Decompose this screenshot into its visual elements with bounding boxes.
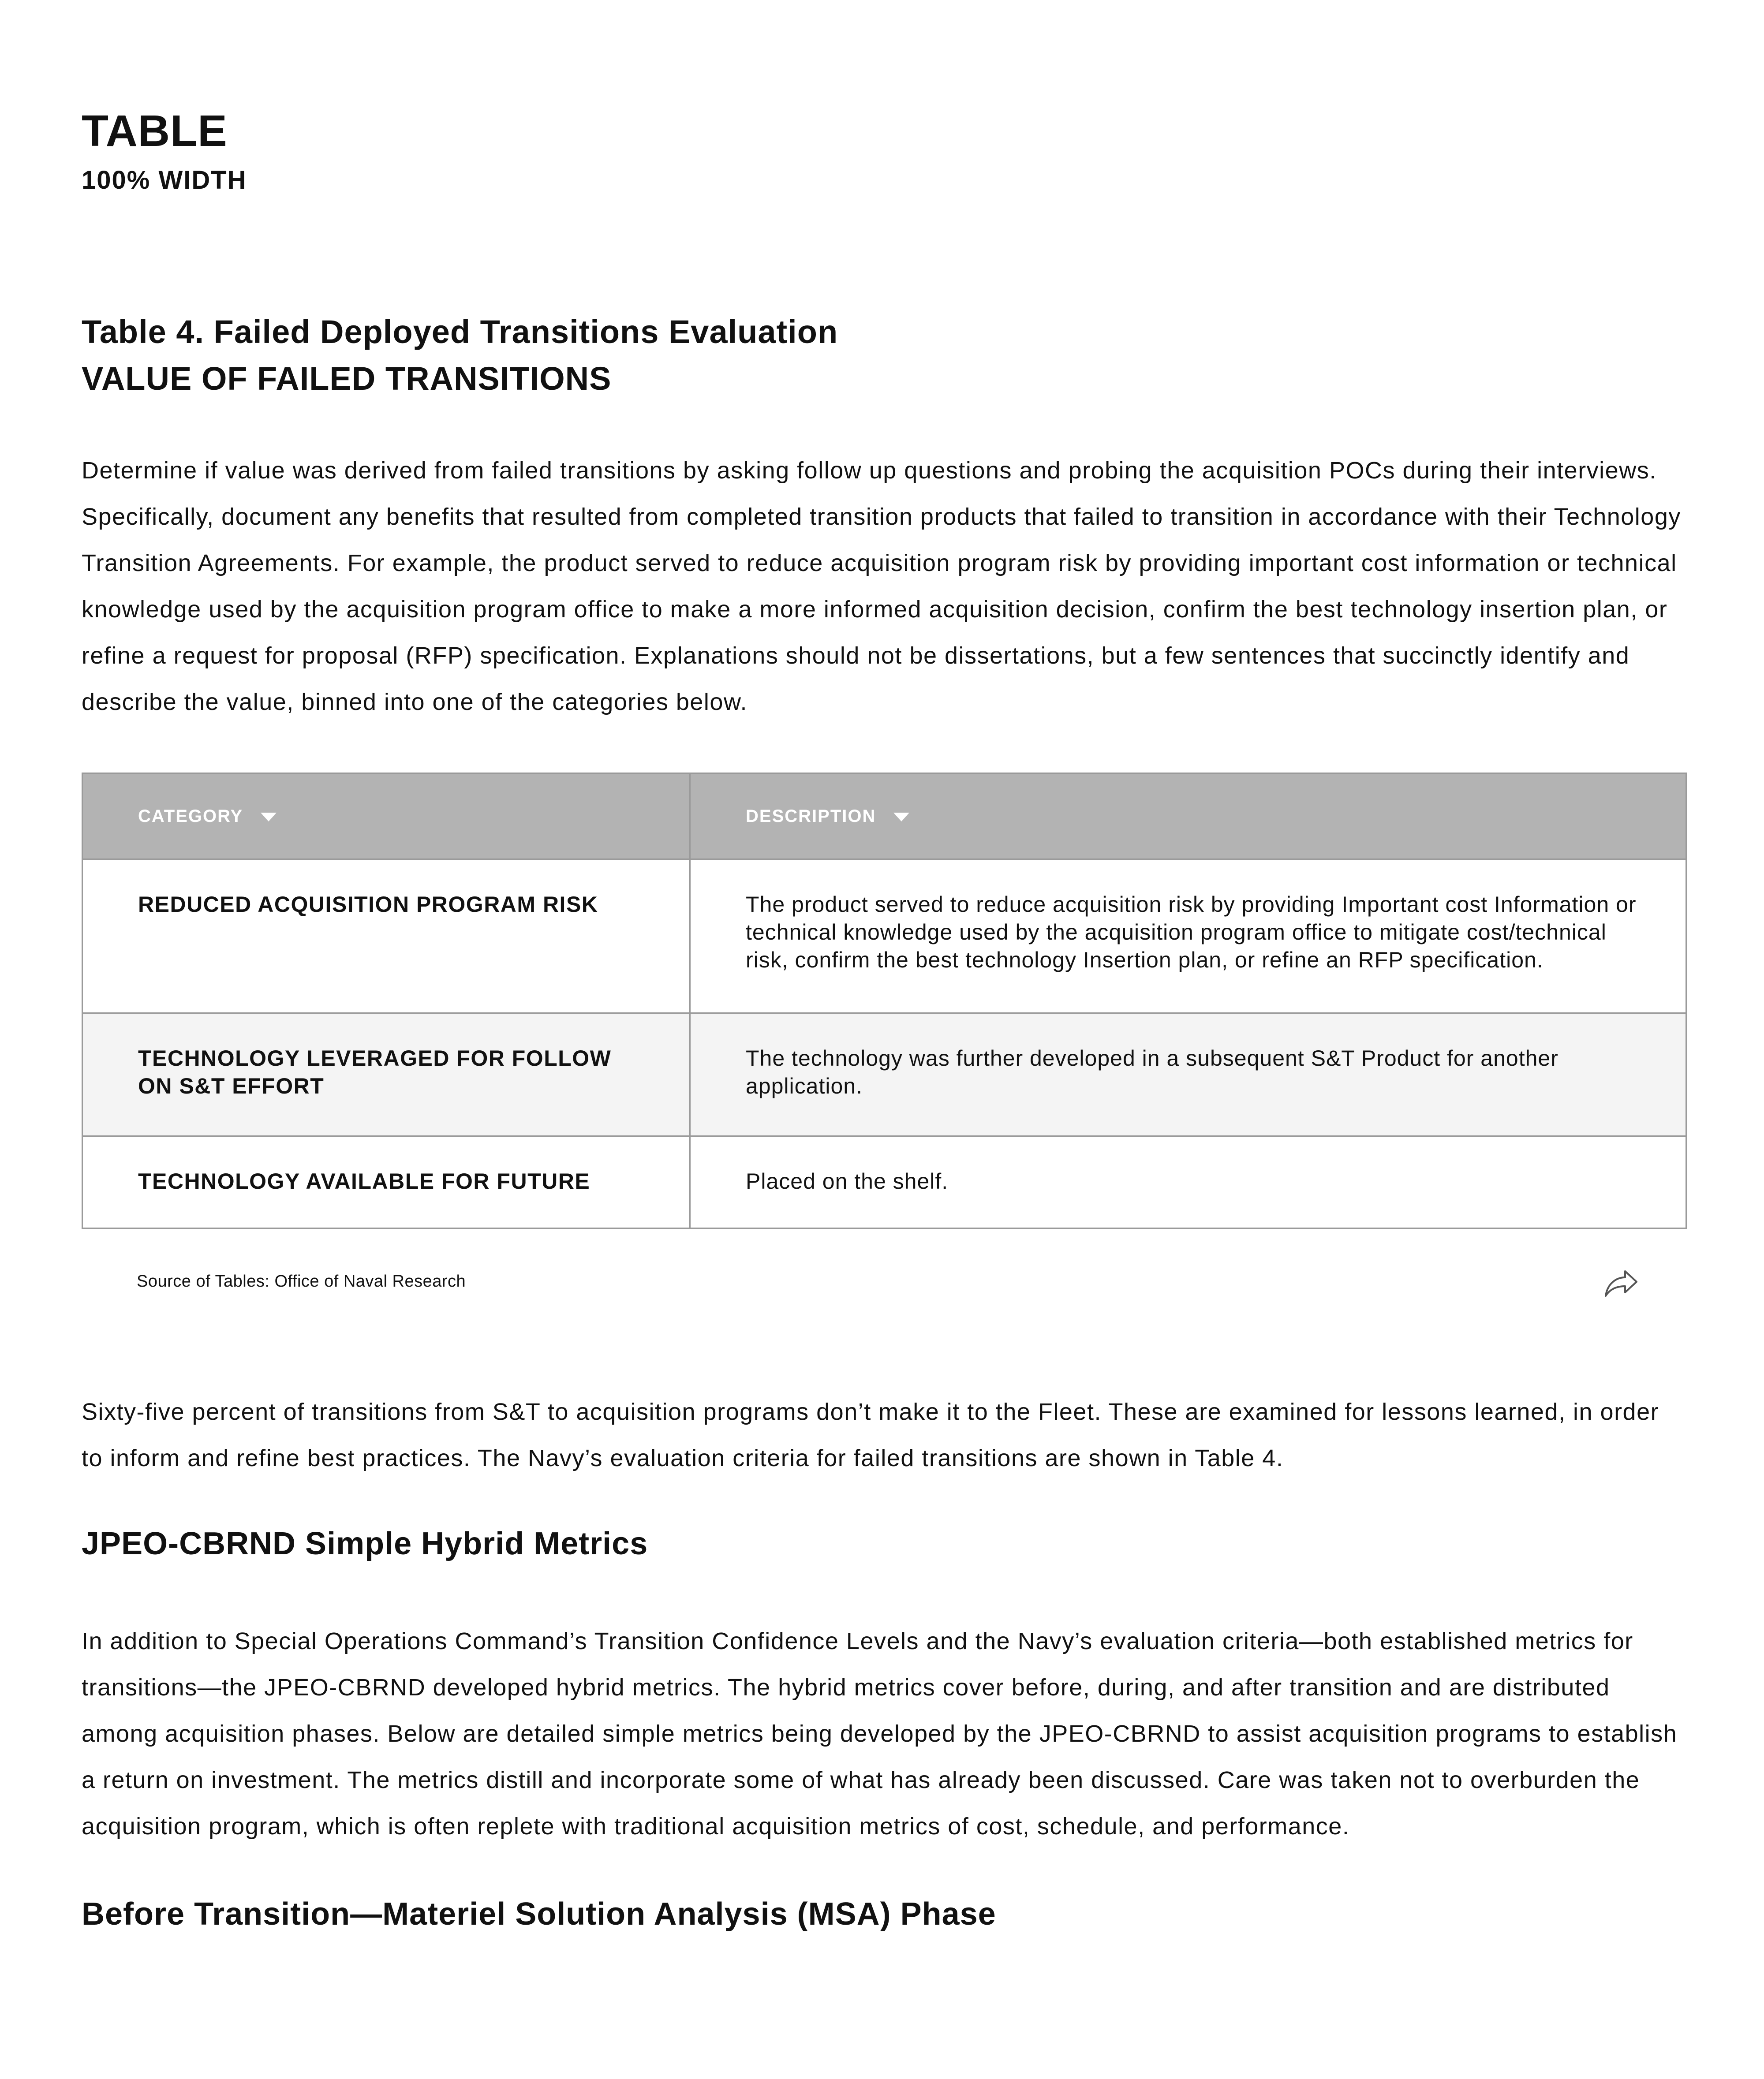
body-paragraph: In addition to Special Operations Command’s Transition Confidence Levels and the Navy’s evaluation criteria—both established metrics for transitions—the JPEO-CBRND developed hybrid metrics. The hybrid metrics cover before, during, and after transition and are distributed among acquisition phases. Below are detailed simple metrics being developed by the JPEO-CBRND to assist acquisition programs to establish a return on investment. The metrics distill and incorporate some of what has already been discussed. Care was taken not to overburden the acquisition program, which is often replete with traditional acquisition metrics of cost, schedule, and performance. — [82, 1628, 1678, 1840]
page-subtitle: 100% WIDTH — [82, 166, 247, 194]
description-cell: Placed on the shelf. — [690, 1136, 1686, 1228]
description-cell: The product served to reduce acquisition risk by providing Important cost Information or technical knowledge used by the acquisition program office to mitigate cost/technical risk, confirm the best technology Insertion plan, or refine an RFP specification. — [690, 859, 1686, 1013]
page-title: TABLE — [82, 106, 228, 156]
category-cell: TECHNOLOGY LEVERAGED FOR FOLLOW ON S&T EFFORT — [82, 1013, 690, 1136]
column-header-description[interactable] — [690, 773, 1686, 859]
table-row — [82, 1136, 1686, 1228]
table-header-row — [82, 773, 1686, 859]
section-heading: Before Transition—Materiel Solution Analysis (MSA) Phase — [82, 1896, 996, 1932]
share-icon[interactable] — [1603, 1268, 1638, 1299]
evaluation-table — [82, 773, 1687, 1229]
category-cell: TECHNOLOGY AVAILABLE FOR FUTURE — [82, 1136, 690, 1228]
body-paragraph: Sixty-five percent of transitions from S&T to acquisition programs don’t make it to the Fleet. These are examined for lessons learned, in order to inform and refine best practices. The Navy’s evaluation criteria for failed transitions are shown in Table 4. — [82, 1399, 1659, 1471]
column-header-label: CATEGORY — [138, 806, 243, 826]
table-row — [82, 1013, 1686, 1136]
category-cell: REDUCED ACQUISITION PROGRAM RISK — [82, 859, 690, 1013]
column-header-label: DESCRIPTION — [746, 806, 876, 826]
table-source: Source of Tables: Office of Naval Research — [137, 1272, 466, 1291]
table-title-line2: VALUE OF FAILED TRANSITIONS — [82, 360, 612, 397]
table-title — [82, 309, 838, 402]
description-cell: The technology was further developed in a subsequent S&T Product for another application. — [690, 1013, 1686, 1136]
column-header-category[interactable] — [82, 773, 690, 859]
table-row — [82, 859, 1686, 1013]
section-heading: JPEO-CBRND Simple Hybrid Metrics — [82, 1526, 648, 1561]
table-title-line1: Table 4. Failed Deployed Transitions Evaluation — [82, 314, 838, 350]
caret-down-icon[interactable] — [893, 813, 909, 821]
caret-down-icon[interactable] — [261, 813, 277, 821]
table-intro-paragraph: Determine if value was derived from failed transitions by asking follow up questions and probing the acquisition POCs during their interviews. Specifically, document any benefits that resulted from completed transition products that failed to transition in accordance with their Technology Transition Agreements. For example, the product served to reduce acquisition program risk by providing important cost information or technical knowledge used by the acquisition program office to make a more informed acquisition decision, confirm the best technology insertion plan, or refine a request for proposal (RFP) specification. Explanations should not be dissertations, but a few sentences that succinctly identify and describe the value, binned into one of the categories below. — [82, 457, 1681, 715]
